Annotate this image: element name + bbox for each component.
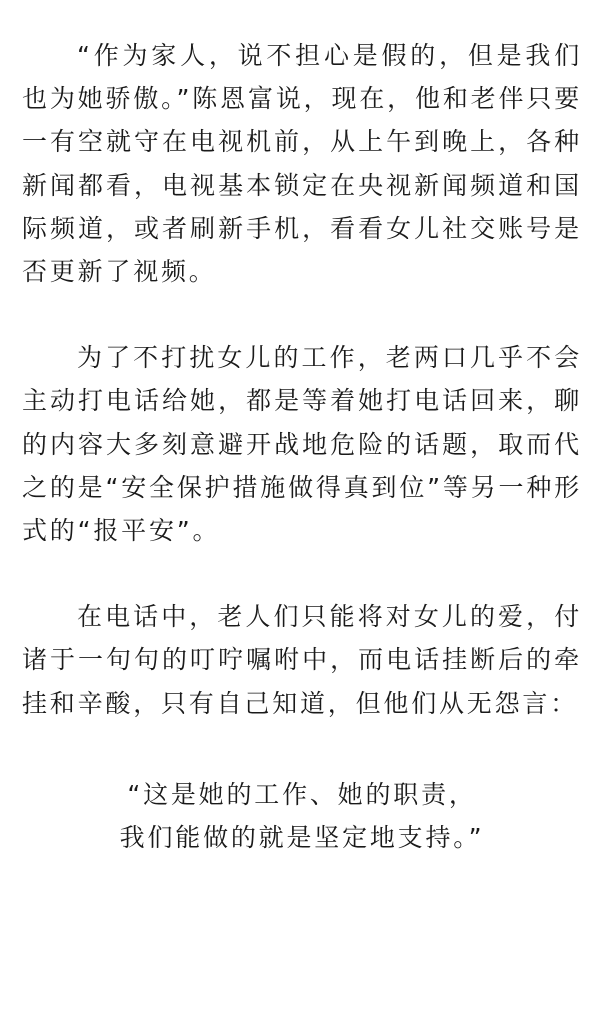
paragraph-phone-calls: 为了不打扰女儿的工作，老两口几乎不会主动打电话给她，都是等着她打电话回来，聊的内容大多刻意避开战地危险的话题，取而代之的是“安全保护措施做得真到位”等另一种形式的“报平安”。 [22,343,582,546]
paragraph-no-complaints: 在电话中，老人们只能将对女儿的爱，付诸于一句句的叮咛嘱咐中，而电话挂断后的牵挂和辛酸，只有自己知道，但他们从无怨言： [22,602,582,718]
paragraph-family-pride: “作为家人，说不担心是假的，但是我们也为她骄傲。”陈恩富说，现在，他和老伴只要一有空就守在电视机前，从上午到晚上，各种新闻都看，电视基本锁定在央视新闻频道和国际频道，或者刷新手机，看看女儿社交账号是否更新了视频。 [22,41,582,287]
closing-quote [22,773,582,859]
quote-line-2: 我们能做的就是坚定地支持。” [119,823,485,853]
quote-line-1: “这是她的工作、她的职责， [127,779,477,809]
